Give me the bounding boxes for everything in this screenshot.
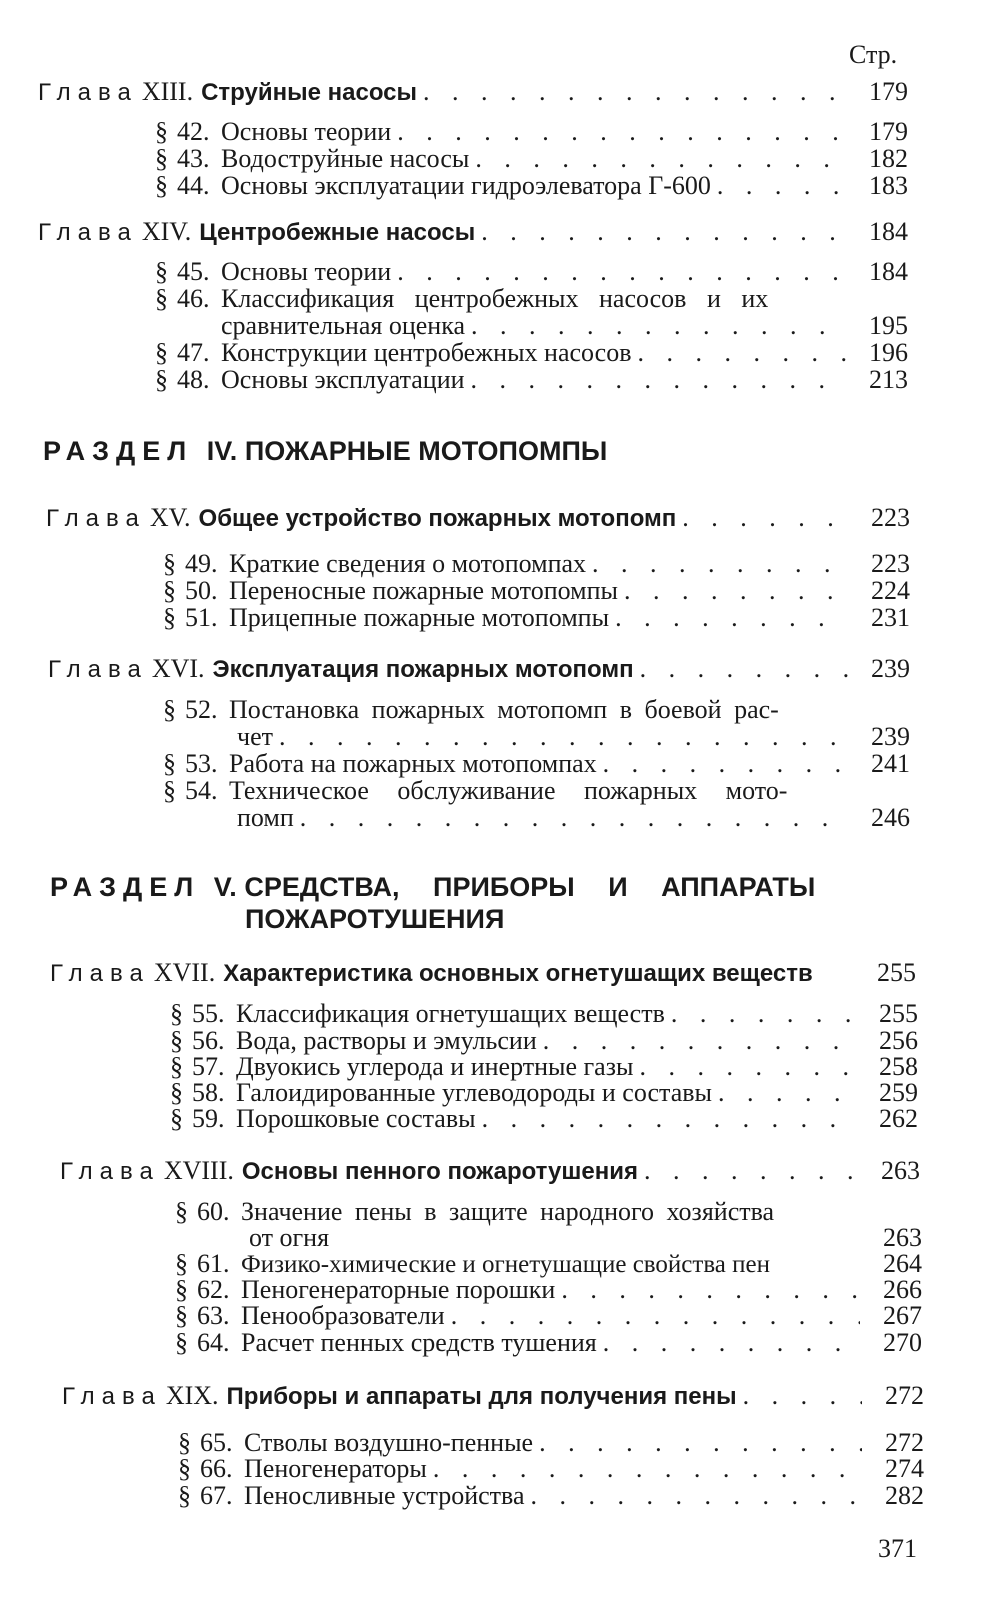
chapter-number: XVI.: [151, 654, 205, 683]
chapter-heading: [38, 78, 908, 107]
section-entry: [170, 1105, 918, 1133]
section-title: Порошковые составы: [236, 1104, 476, 1133]
page-ref: 179: [869, 117, 908, 146]
dot-leader: [397, 258, 846, 286]
section-sign: §: [155, 257, 168, 286]
section-number: 47.: [177, 338, 210, 367]
dot-leader: [531, 1482, 862, 1510]
dot-leader: [471, 312, 846, 340]
page-ref: 196: [869, 338, 908, 367]
section-title: Пеногенераторы: [244, 1454, 427, 1483]
page-ref: 270: [883, 1328, 922, 1357]
part-title: ПОЖАРНЫЕ МОТОПОМПЫ: [244, 436, 608, 466]
section-number: 65.: [200, 1428, 233, 1457]
section-entry: [163, 750, 910, 778]
dot-leader: [592, 550, 848, 578]
chapter-number: XIV.: [141, 217, 192, 246]
page-ref: 272: [885, 1428, 924, 1457]
section-title: Прицепные пожарные мотопомпы: [229, 603, 610, 632]
chapter-number: XIX.: [165, 1381, 219, 1410]
page-ref: 246: [871, 803, 910, 832]
section-number: 46.: [177, 284, 210, 313]
chapter-number: XVIII.: [163, 1156, 234, 1185]
page-column-header: Стр.: [849, 40, 898, 69]
chapter-word: Глава: [48, 656, 148, 683]
page-ref: 239: [871, 654, 910, 683]
page-ref: 282: [885, 1481, 924, 1510]
dot-leader: [639, 1053, 856, 1081]
dot-leader: [539, 1429, 862, 1457]
section-title: Галоидированные углеводороды и составы: [236, 1078, 712, 1107]
section-entry: [170, 1079, 918, 1107]
section-sign: §: [170, 1052, 183, 1081]
chapter-heading: [38, 218, 908, 247]
page-ref: 266: [883, 1275, 922, 1304]
page-ref: 255: [877, 958, 916, 987]
section-title-continued: от огня: [249, 1223, 330, 1252]
section-entry: [178, 1429, 924, 1457]
section-number: 58.: [192, 1078, 225, 1107]
dot-leader: [423, 78, 846, 106]
section-entry: [155, 366, 908, 394]
section-sign: §: [170, 1078, 183, 1107]
section-title: Постановка пожарных мотопомп в боевой рас-: [229, 695, 779, 724]
dot-leader: [397, 118, 846, 146]
dot-leader: [451, 1302, 860, 1330]
dot-leader: [717, 172, 846, 200]
section-entry: [155, 285, 825, 313]
section-title-continued: помп: [237, 803, 294, 832]
section-sign: §: [175, 1275, 188, 1304]
dot-leader: [475, 145, 846, 173]
section-title: Водоструйные насосы: [221, 144, 470, 173]
section-sign: §: [163, 749, 176, 778]
section-number: 52.: [185, 695, 218, 724]
section-entry: [155, 118, 908, 146]
section-number: 45.: [177, 257, 210, 286]
section-entry: [175, 1302, 922, 1330]
section-sign: §: [170, 1104, 183, 1133]
part-word: РАЗДЕЛ: [50, 872, 201, 902]
section-entry: [170, 1027, 918, 1055]
section-number: 64.: [197, 1328, 230, 1357]
chapter-heading: [48, 655, 910, 684]
section-title: Конструкции центробежных насосов: [221, 338, 632, 367]
dot-leader: [561, 1276, 860, 1304]
section-sign: §: [178, 1428, 191, 1457]
section-entry: [155, 339, 908, 367]
page-ref: 267: [883, 1301, 922, 1330]
section-entry: [170, 1000, 918, 1028]
section-number: 44.: [177, 171, 210, 200]
section-sign: §: [155, 171, 168, 200]
part-number: V.: [213, 872, 237, 902]
section-title: Краткие сведения о мотопомпах: [229, 549, 587, 578]
page-ref: 223: [871, 503, 910, 532]
section-number: 60.: [197, 1197, 230, 1226]
section-entry: [175, 1198, 847, 1226]
section-title: Значение пены в защите народного хозяйства: [241, 1197, 775, 1226]
part-title: СРЕДСТВА, ПРИБОРЫ И АППАРАТЫ: [244, 872, 816, 902]
section-entry: [155, 258, 908, 286]
chapter-number: XIII.: [141, 77, 194, 106]
section-number: 55.: [192, 999, 225, 1028]
dot-leader: [543, 1027, 856, 1055]
section-continuation: [249, 1224, 922, 1252]
section-entry: [178, 1482, 924, 1510]
dot-leader: [615, 604, 848, 632]
chapter-word: Глава: [60, 1158, 160, 1185]
section-title: Техническое обслуживание пожарных мото-: [229, 776, 788, 805]
chapter-heading: [50, 959, 916, 988]
chapter-word: Глава: [46, 505, 146, 532]
chapter-title: Эксплуатация пожарных мотопомп: [212, 656, 634, 683]
section-number: 54.: [185, 776, 218, 805]
section-continuation: [221, 312, 908, 340]
chapter-word: Глава: [38, 79, 138, 106]
section-title: Классификация огнетушащих веществ: [236, 999, 665, 1028]
chapter-heading: [46, 504, 910, 533]
dot-leader: [640, 655, 848, 683]
chapter-heading: [62, 1382, 924, 1411]
chapter-title: Основы пенного пожаротушения: [241, 1158, 638, 1185]
dot-leader: [300, 804, 848, 832]
section-title: Пеносливные устройства: [244, 1481, 525, 1510]
chapter-title: Характеристика основных огнетушащих веществ: [223, 960, 813, 987]
section-title: Работа на пожарных мотопомпах: [229, 749, 597, 778]
section-title: Пеногенераторные порошки: [241, 1275, 556, 1304]
section-title: Основы эксплуатации: [221, 365, 465, 394]
page-ref: 263: [883, 1223, 922, 1252]
chapter-heading: [60, 1157, 920, 1186]
section-entry: [175, 1276, 922, 1304]
section-number: 59.: [192, 1104, 225, 1133]
dot-leader: [682, 504, 848, 532]
section-sign: §: [175, 1249, 188, 1278]
section-number: 61.: [197, 1249, 230, 1278]
dot-leader: [603, 750, 848, 778]
dot-leader: [433, 1455, 862, 1483]
chapter-number: XV.: [149, 503, 191, 532]
section-sign: §: [163, 549, 176, 578]
page-ref: 255: [879, 999, 918, 1028]
section-number: 43.: [177, 144, 210, 173]
section-sign: §: [155, 338, 168, 367]
section-title: Основы эксплуатации гидроэлеватора Г-600: [221, 171, 711, 200]
section-entry: [163, 696, 833, 724]
section-entry: [175, 1329, 922, 1357]
section-title: Основы теории: [221, 257, 392, 286]
section-number: 56.: [192, 1026, 225, 1055]
chapter-word: Глава: [62, 1383, 162, 1410]
section-sign: §: [163, 603, 176, 632]
section-title: Пенообразователи: [241, 1301, 445, 1330]
section-number: 67.: [200, 1481, 233, 1510]
section-sign: §: [155, 284, 168, 313]
page-ref: 184: [869, 257, 908, 286]
page-ref: 264: [883, 1249, 922, 1278]
section-number: 66.: [200, 1454, 233, 1483]
section-title: Классификация центробежных насосов и их: [221, 284, 769, 313]
section-number: 50.: [185, 576, 218, 605]
part-number: IV.: [206, 436, 238, 466]
page-ref: 239: [871, 722, 910, 751]
page-ref: 262: [879, 1104, 918, 1133]
page-ref: 256: [879, 1026, 918, 1055]
section-sign: §: [170, 999, 183, 1028]
section-title: Двуокись углерода и инертные газы: [236, 1052, 634, 1081]
section-title: Вода, растворы и эмульсии: [236, 1026, 537, 1055]
dot-leader: [638, 339, 847, 367]
chapter-title: Приборы и аппараты для получения пены: [226, 1383, 737, 1410]
section-entry: [178, 1455, 924, 1483]
dot-leader: [743, 1382, 862, 1410]
section-number: 53.: [185, 749, 218, 778]
section-entry: [170, 1053, 918, 1081]
section-sign: §: [163, 576, 176, 605]
page-ref: 224: [871, 576, 910, 605]
page-ref: 182: [869, 144, 908, 173]
page-ref: 183: [869, 171, 908, 200]
section-title: Стволы воздушно-пенные: [244, 1428, 534, 1457]
section-number: 62.: [197, 1275, 230, 1304]
section-title-continued: сравнительная оценка: [221, 311, 465, 340]
section-title-continued: чет: [237, 722, 273, 751]
chapter-title: Струйные насосы: [201, 79, 418, 106]
section-number: 48.: [177, 365, 210, 394]
section-continuation: [237, 723, 910, 751]
chapter-word: Глава: [38, 219, 138, 246]
page-ref: 184: [869, 217, 908, 246]
section-entry: [155, 145, 908, 173]
section-sign: §: [163, 776, 176, 805]
section-sign: §: [175, 1301, 188, 1330]
section-number: 51.: [185, 603, 218, 632]
page-ref: 179: [869, 77, 908, 106]
part-heading: [50, 872, 815, 903]
section-title: Расчет пенных средств тушения: [241, 1328, 597, 1357]
section-title: Переносные пожарные мотопомпы: [229, 576, 618, 605]
section-title: Основы теории: [221, 117, 392, 146]
dot-leader: [603, 1329, 860, 1357]
section-number: 63.: [197, 1301, 230, 1330]
section-entry: [155, 172, 908, 200]
dot-leader: [671, 1000, 856, 1028]
page-ref: 272: [885, 1381, 924, 1410]
dot-leader: [471, 366, 846, 394]
section-title: Физико-химические и огнетушащие свойства пен: [241, 1251, 771, 1278]
dot-leader: [624, 577, 848, 605]
section-sign: §: [163, 695, 176, 724]
part-word: РАЗДЕЛ: [43, 436, 194, 466]
page-ref: 258: [879, 1052, 918, 1081]
section-number: 42.: [177, 117, 210, 146]
section-number: 49.: [185, 549, 218, 578]
page-ref: 263: [881, 1156, 920, 1185]
chapter-title: Центробежные насосы: [199, 219, 476, 246]
section-sign: §: [175, 1197, 188, 1226]
page-ref: 195: [869, 311, 908, 340]
section-number: 57.: [192, 1052, 225, 1081]
part-heading: [43, 436, 607, 467]
chapter-number: XVII.: [153, 958, 216, 987]
page-ref: 259: [879, 1078, 918, 1107]
section-entry: [163, 577, 910, 605]
section-entry: [163, 604, 910, 632]
page-ref: 274: [885, 1454, 924, 1483]
page-ref: 223: [871, 549, 910, 578]
chapter-title: Общее устройство пожарных мотопомп: [198, 505, 677, 532]
dot-leader: [644, 1157, 858, 1185]
section-sign: §: [170, 1026, 183, 1055]
section-entry: [163, 777, 833, 805]
page-ref: 241: [871, 749, 910, 778]
chapter-word: Глава: [50, 960, 150, 987]
section-entry: [163, 550, 910, 578]
section-sign: §: [178, 1454, 191, 1483]
section-sign: §: [155, 144, 168, 173]
section-sign: §: [155, 365, 168, 394]
section-sign: §: [178, 1481, 191, 1510]
part-title-continued: ПОЖАРОТУШЕНИЯ: [245, 904, 505, 934]
section-continuation: [237, 804, 910, 832]
page-ref: 231: [871, 603, 910, 632]
dot-leader: [718, 1079, 856, 1107]
dot-leader: [279, 723, 848, 751]
dot-leader: [482, 1105, 856, 1133]
dot-leader: [481, 218, 846, 246]
page-ref: 213: [869, 365, 908, 394]
section-sign: §: [175, 1328, 188, 1357]
section-sign: §: [155, 117, 168, 146]
page-number: 371: [878, 1534, 917, 1563]
